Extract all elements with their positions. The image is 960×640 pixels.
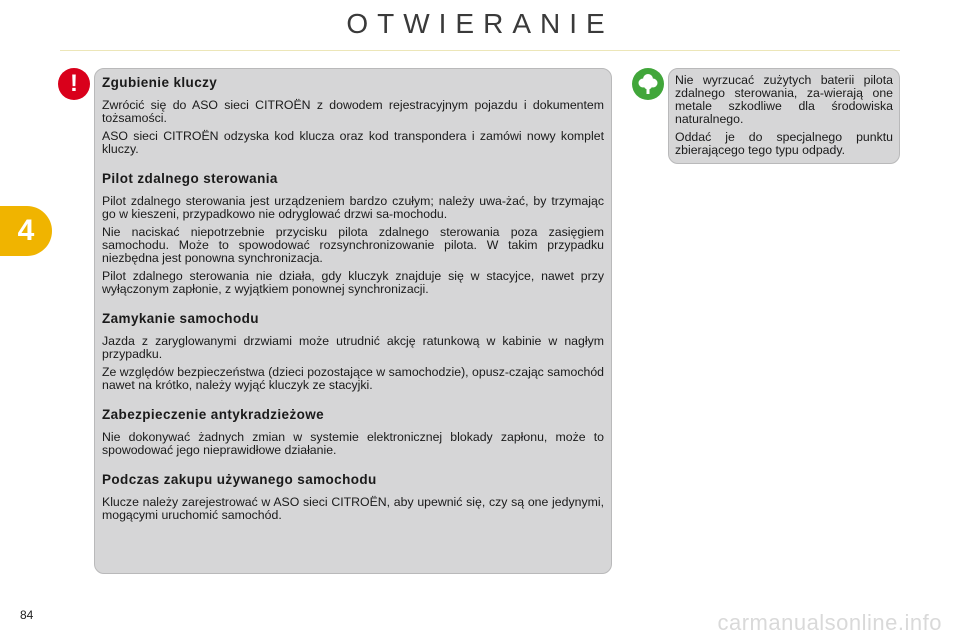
- section-heading: Pilot zdalnego sterowania: [102, 171, 278, 186]
- section-heading: Zgubienie kluczy: [102, 75, 218, 90]
- section-heading: Podczas zakupu używanego samochodu: [102, 472, 377, 487]
- section-anti-theft: [102, 407, 604, 457]
- paragraph: Pilot zdalnego sterowania jest urządzeniem bardzo czułym; należy uwa-żać, by trzymając go w kieszeni, przypadkowo nie odryglować drzwi sa-mochodu.: [102, 194, 604, 221]
- paragraph: Nie naciskać niepotrzebnie przycisku pilota zdalnego sterowania poza zasięgiem samochodu. Może to spowodować rozsynchronizowanie pilota. W takim przypadku niezbędna jest ponowna synchronizacja.: [102, 225, 604, 265]
- eco-note-box: [668, 68, 900, 164]
- chapter-tab: [0, 206, 52, 256]
- section-locking-vehicle: [102, 311, 604, 392]
- section-heading: Zabezpieczenie antykradzieżowe: [102, 407, 325, 422]
- paragraph: Nie wyrzucać zużytych baterii pilota zdalnego sterowania, za-wierają one metale szkodliwe dla środowiska naturalnego.: [675, 73, 893, 126]
- page-number: 84: [20, 608, 34, 622]
- section-lost-keys: [102, 75, 604, 156]
- paragraph: Jazda z zaryglowanymi drzwiami może utrudnić akcję ratunkową w kabinie w nagłym przypadku.: [102, 334, 604, 361]
- tree-icon: [632, 68, 664, 100]
- chapter-number: 4: [17, 214, 35, 247]
- warning-box: [94, 68, 612, 574]
- section-heading: Zamykanie samochodu: [102, 311, 259, 326]
- paragraph: ASO sieci CITROËN odzyska kod klucza oraz kod transpondera i zamówi nowy komplet kluczy.: [102, 129, 604, 156]
- title-divider: [60, 50, 900, 51]
- page-title: OTWIERANIE: [346, 8, 614, 39]
- section-remote-control: [102, 171, 604, 296]
- exclamation-icon: !: [58, 68, 90, 100]
- paragraph: Klucze należy zarejestrować w ASO sieci CITROËN, aby upewnić się, czy są one jedynymi, mogącymi uruchomić samochód.: [102, 495, 604, 522]
- paragraph: Pilot zdalnego sterowania nie działa, gdy kluczyk znajduje się w stacyjce, nawet przy wyłączonym zapłonie, z wyjątkiem ponownej synchronizacji.: [102, 269, 604, 296]
- paragraph: Zwrócić się do ASO sieci CITROËN z dowodem rejestracyjnym pojazdu i dokumentem tożsamości.: [102, 98, 604, 125]
- paragraph: Ze względów bezpieczeństwa (dzieci pozostające w samochodzie), opusz-czając samochód nawet na krótko, należy wyjąć kluczyk ze stacyjki.: [102, 365, 604, 392]
- paragraph: Oddać je do specjalnego punktu zbierającego tego typu odpady.: [675, 130, 893, 157]
- section-used-car-purchase: [102, 472, 604, 522]
- watermark: carmanualsonline.info: [717, 610, 942, 635]
- paragraph: Nie dokonywać żadnych zmian w systemie elektronicznej blokady zapłonu, może to spowodować jego nieprawidłowe działanie.: [102, 430, 604, 457]
